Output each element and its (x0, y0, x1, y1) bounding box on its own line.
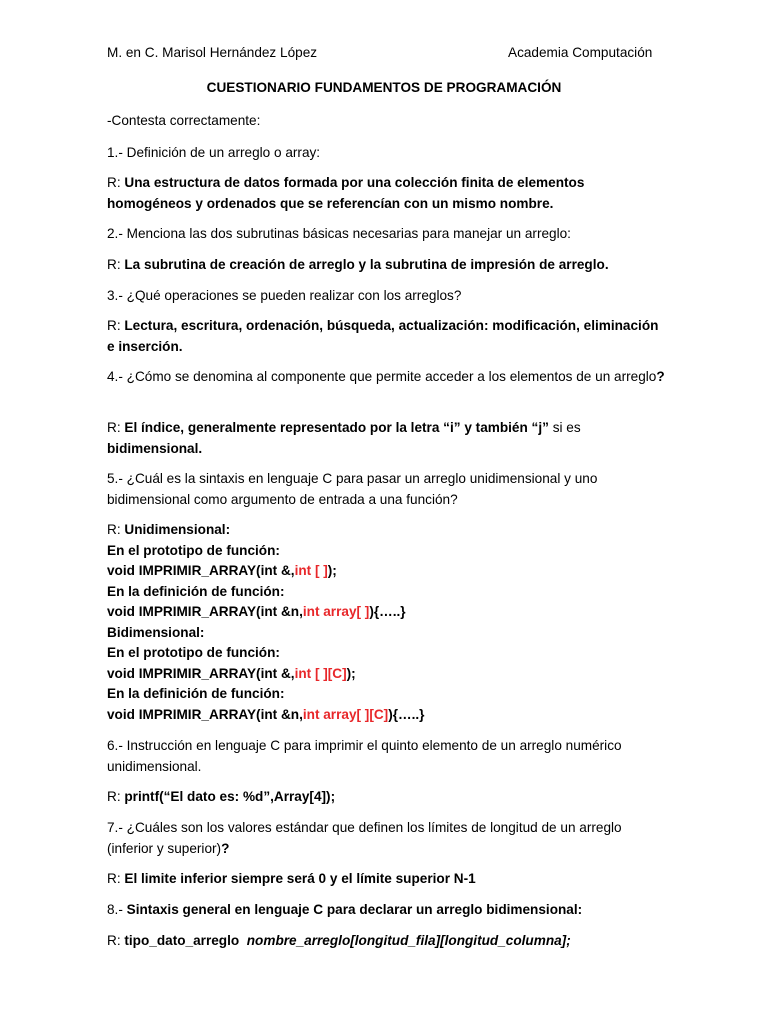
bi-def-label: En la definición de función: (107, 686, 285, 701)
bi-proto-code (107, 664, 667, 685)
answer-label: R: (107, 420, 121, 435)
answer-1 (107, 173, 667, 214)
answer-label: R: (107, 522, 121, 537)
bi-proto-label: En el prototipo de función: (107, 645, 280, 660)
code-prefix: void IMPRIMIR_ARRAY(int &, (107, 563, 295, 578)
answer-2-text: La subrutina de creación de arreglo y la subrutina de impresión de arreglo. (124, 257, 609, 272)
answer-label: R: (107, 933, 121, 948)
code-suffix: ){…..} (388, 706, 425, 722)
answer-4-line2: bidimensional. (107, 440, 203, 456)
code-highlight: int [ ][C] (294, 665, 347, 681)
question-4-text: 4.- ¿Cómo se denomina al componente que permite acceder a los elementos de un arreglo (107, 369, 657, 384)
code-suffix: ); (327, 563, 337, 578)
answer-8 (107, 931, 667, 952)
code-suffix: ); (346, 665, 356, 681)
question-1: 1.- Definición de un arreglo o array: (107, 145, 321, 160)
answer-label: R: (107, 257, 121, 272)
uni-proto-label: En el prototipo de función: (107, 542, 280, 558)
bi-label: Bidimensional: (107, 624, 205, 640)
answer-label: R: (107, 789, 121, 804)
answer-3 (107, 316, 667, 357)
answer-7 (107, 869, 667, 890)
answer-label: R: (107, 871, 121, 886)
question-6: 6.- Instrucción en lenguaje C para imprimir el quinto elemento de un arreglo numérico unidimensional. (107, 738, 622, 774)
question-7 (107, 818, 667, 859)
code-highlight: int [ ] (294, 563, 328, 578)
answer-7-text: El limite inferior siempre será 0 y el límite superior N-1 (124, 871, 476, 886)
code-prefix: void IMPRIMIR_ARRAY(int &n, (107, 706, 303, 722)
answer-6 (107, 787, 667, 808)
question-8 (107, 900, 667, 921)
answer-label: R: (107, 318, 121, 333)
code-prefix: void IMPRIMIR_ARRAY(int &n, (107, 604, 303, 619)
question-7-text: 7.- ¿Cuáles son los valores estándar que definen los límites de longitud de un arreglo (inferior y superior) (107, 820, 622, 856)
answer-2 (107, 255, 667, 276)
answer-1-text: Una estructura de datos formada por una colección finita de elementos homogéneos y ordenados que se referencían con un mismo nombre. (107, 175, 585, 211)
question-3: 3.- ¿Qué operaciones se pueden realizar con los arreglos? (107, 288, 462, 303)
answer-5 (107, 520, 667, 725)
answer-6-text: printf(“El dato es: %d”,Array[4]); (124, 789, 336, 804)
bi-def-code (107, 705, 667, 726)
answer-8-type: tipo_dato_arreglo (124, 933, 240, 948)
answer-3-text: Lectura, escritura, ordenación, búsqueda, actualización: modificación, eliminación e inserción. (107, 318, 659, 354)
answer-label: R: (107, 175, 121, 190)
code-suffix: ){…..} (369, 604, 406, 619)
question-4-mark: ? (656, 369, 665, 384)
uni-def-label: En la definición de función: (107, 583, 285, 599)
question-5: 5.- ¿Cuál es la sintaxis en lenguaje C para pasar un arreglo unidimensional y uno bidimensional como argumento de entrada a una función? (107, 471, 598, 507)
answer-4-text: El índice, generalmente representado por la letra “i” y también “j” (124, 420, 549, 435)
instruction: -Contesta correctamente: (107, 113, 261, 128)
question-8-prefix: 8.- (107, 902, 127, 917)
code-prefix: void IMPRIMIR_ARRAY(int &, (107, 665, 295, 681)
header-academy: Academia Computación (508, 45, 653, 60)
answer-4-tail: si es (548, 420, 581, 435)
question-8-text: Sintaxis general en lenguaje C para declarar un arreglo bidimensional: (126, 902, 583, 917)
uni-label: Unidimensional: (124, 522, 231, 537)
question-4 (107, 367, 667, 388)
uni-proto-code (107, 561, 667, 582)
question-2: 2.- Menciona las dos subrutinas básicas necesarias para manejar un arreglo: (107, 226, 571, 241)
code-highlight: int array[ ][C] (302, 706, 389, 722)
header-author: M. en C. Marisol Hernández López (107, 45, 318, 60)
answer-4 (107, 418, 667, 459)
question-7-mark: ? (221, 840, 230, 856)
answer-8-name: nombre_arreglo[longitud_fila][longitud_columna]; (246, 933, 571, 948)
uni-def-code (107, 602, 667, 623)
code-highlight: int array[ ] (302, 604, 370, 619)
document-title: CUESTIONARIO FUNDAMENTOS DE PROGRAMACIÓN (206, 80, 562, 95)
